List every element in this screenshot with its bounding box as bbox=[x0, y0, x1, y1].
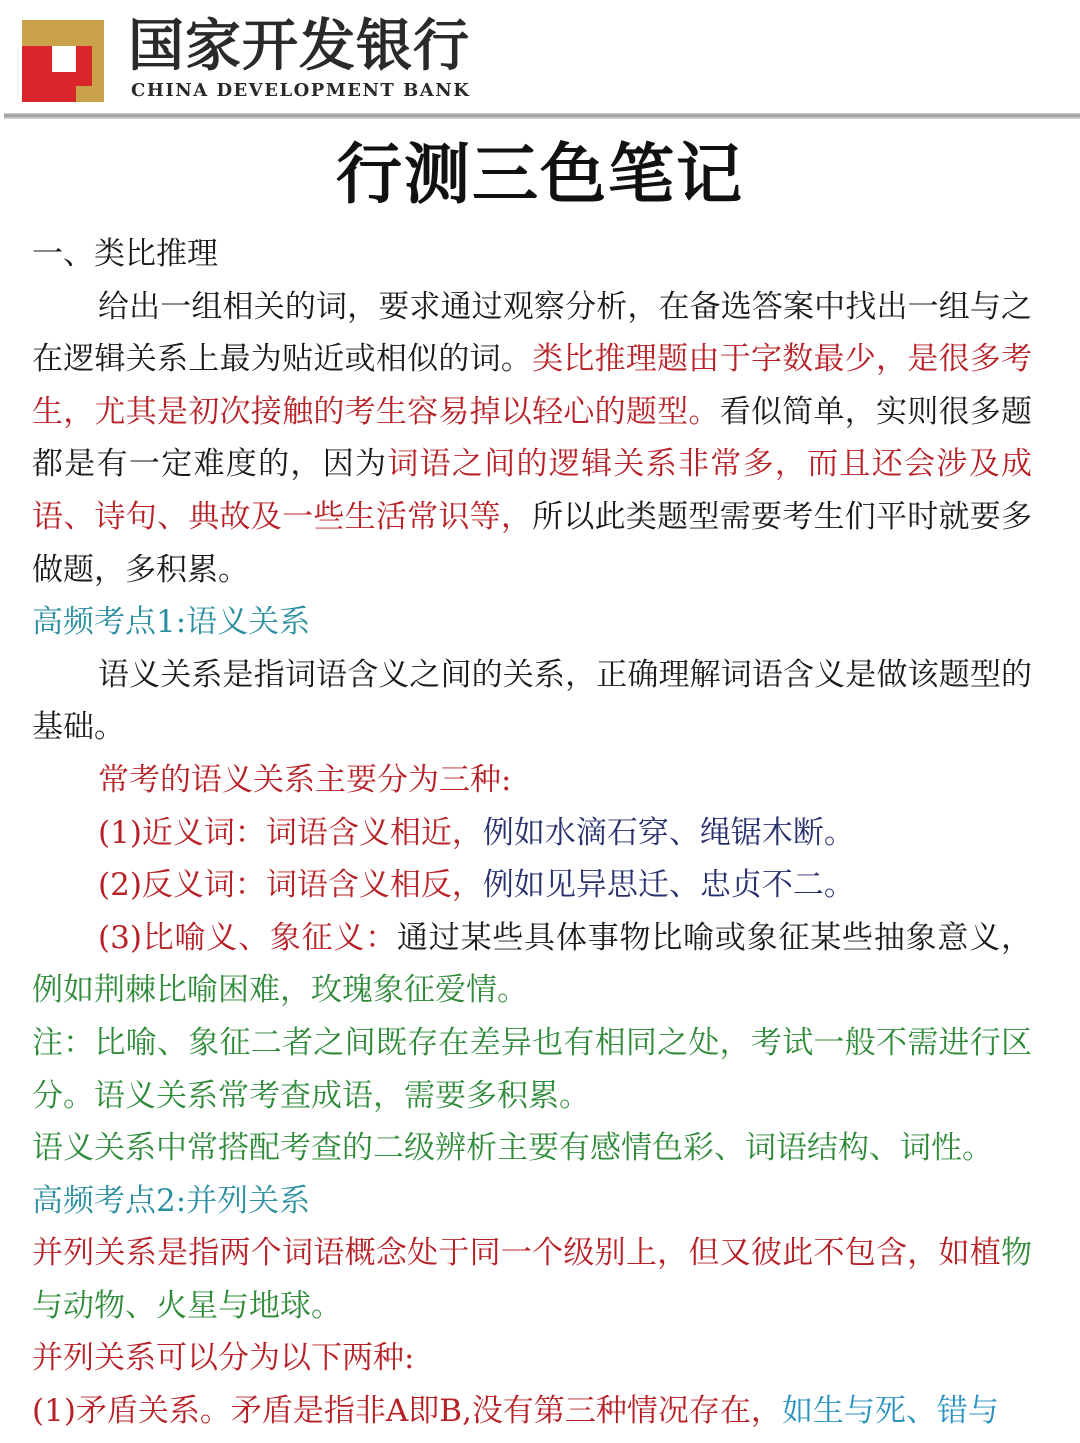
point1-secondary: 语义关系中常搭配考查的二级辨析主要有感情色彩、词语结构、词性。 bbox=[32, 1130, 993, 1167]
header-divider bbox=[4, 113, 1080, 119]
item1-example: 例如水滴石穿、绳锯木断。 bbox=[482, 814, 855, 851]
intro-text-a: 给出一组相关的词，要求通过观察分析，在备选答案中找出一组与之在逻辑关系上最为贴近或相似的词。 bbox=[32, 288, 1032, 378]
point2-item-1 bbox=[32, 1385, 1032, 1438]
china-development-bank-logo bbox=[22, 20, 104, 102]
item3-description: 通过某些具体事物比喻或象征某些抽象意义， bbox=[397, 919, 1032, 956]
point2-desc-b: 物与动物、火星与地球。 bbox=[32, 1235, 1032, 1324]
point1-description: 语义关系是指词语含义之间的关系，正确理解词语含义是做该题型的基础。 bbox=[32, 656, 1032, 746]
notes-content bbox=[32, 228, 1032, 1438]
point1-types-intro: 常考的语义关系主要分为三种: bbox=[98, 761, 512, 798]
item1-label: (1)近义词：词语含义相近， bbox=[98, 814, 483, 851]
point1-note: 注：比喻、象征二者之间既存在差异也有相同之处，考试一般不需进行区分。语义关系常考查成语，需要多积累。 bbox=[32, 1024, 1032, 1114]
point2-description bbox=[32, 1227, 1032, 1332]
point2-heading: 高频考点2:并列关系 bbox=[32, 1182, 311, 1219]
point2-item1-b: 如生与死、错与 bbox=[781, 1393, 999, 1430]
point2-item1-a: (1)矛盾关系。矛盾是指非A即B,没有第三种情况存在， bbox=[32, 1393, 782, 1430]
header bbox=[0, 0, 1080, 118]
section-heading: 一、类比推理 bbox=[32, 236, 218, 272]
intro-paragraph bbox=[32, 281, 1032, 597]
item2-example: 例如见异思迁、忠贞不二。 bbox=[482, 867, 855, 904]
point1-item-2 bbox=[32, 859, 1032, 912]
bank-name-chinese: 国家开发银行 bbox=[128, 13, 470, 79]
intro-text-e: 所以此类题型需要考生们平时就要多做题，多积累。 bbox=[32, 498, 1033, 588]
intro-highlight-b: 类比推理题由于字数最少，是很多考生，尤其是初次接触的考生容易掉以轻心的题型。 bbox=[32, 341, 1033, 430]
point2-types-intro: 并列关系可以分为以下两种: bbox=[32, 1340, 415, 1377]
item3-label: (3)比喻义、象征义： bbox=[98, 919, 398, 956]
point1-item-1 bbox=[32, 807, 1032, 860]
point1-item-3 bbox=[32, 912, 1032, 1017]
intro-text-c: 看似简单，实则很多题都是有一定难度的，因为 bbox=[32, 393, 1033, 483]
intro-highlight-d: 词语之间的逻辑关系非常多，而且还会涉及成语、诗句、典故及一些生活常识等， bbox=[32, 446, 1033, 535]
item3-example: 例如荆棘比喻困难，玫瑰象征爱情。 bbox=[32, 972, 528, 1009]
item2-label: (2)反义词：词语含义相反， bbox=[98, 867, 483, 904]
point2-desc-a: 并列关系是指两个词语概念处于同一个级别上，但又彼此不包含，如植 bbox=[32, 1235, 1001, 1272]
point1-heading: 高频考点1:语义关系 bbox=[32, 604, 311, 641]
bank-name-english: CHINA DEVELOPMENT BANK bbox=[131, 80, 471, 101]
page-title: 行测三色笔记 bbox=[336, 135, 744, 213]
